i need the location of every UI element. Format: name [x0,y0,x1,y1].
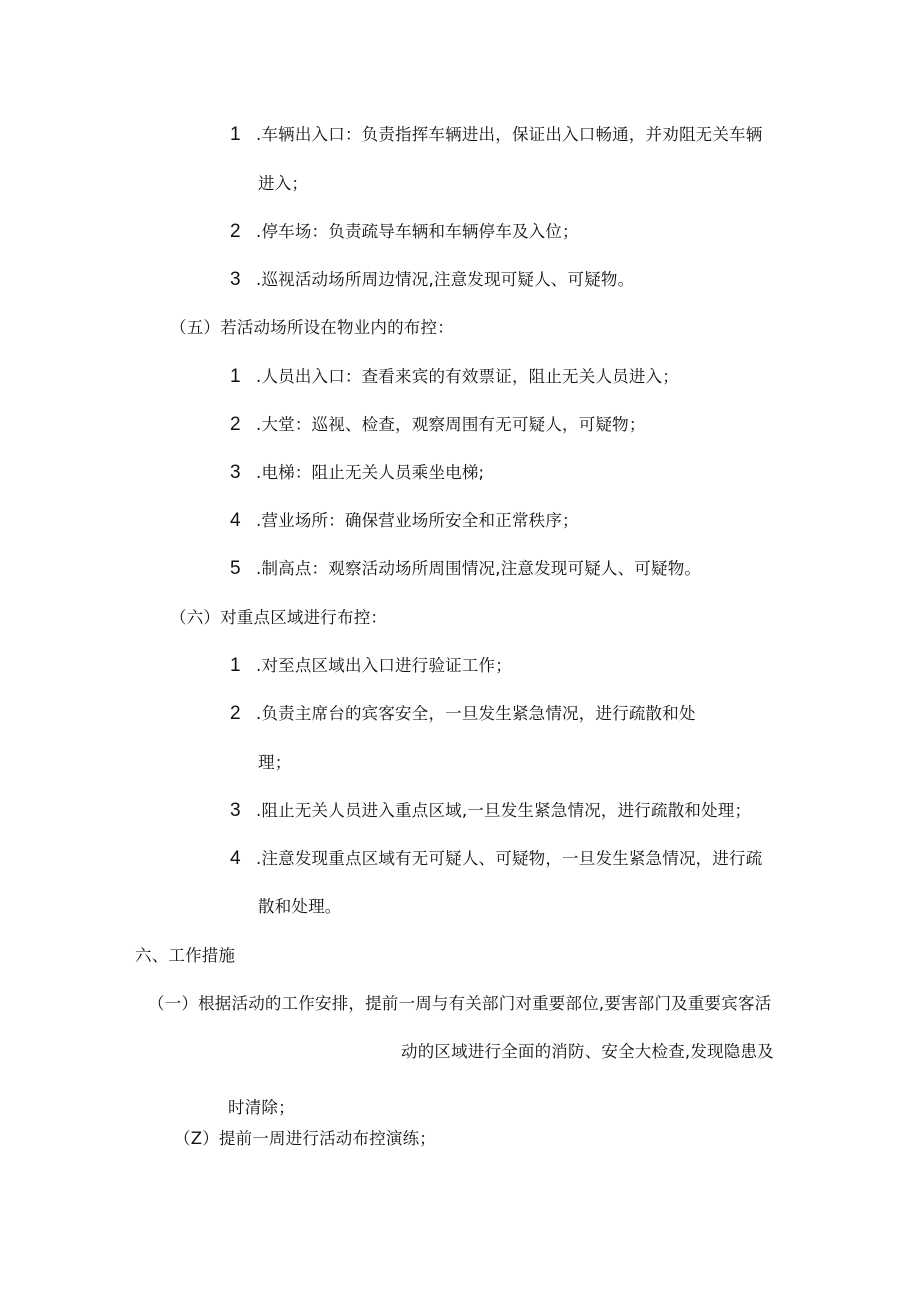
paragraph-line: 时清除； [228,1098,295,1117]
item-text: .营业场所：确保营业场所安全和正常秩序； [256,511,579,530]
item-number: 1 [230,124,241,145]
list-item-continuation: 进入； [258,174,309,193]
section-heading: （五）若活动场所设在物业内的布控： [170,318,454,337]
list-item [230,801,751,821]
item-text: .电梯：阻止无关人员乘坐电梯; [256,463,485,482]
list-item [230,704,696,724]
item-number: 4 [230,510,241,531]
paragraph-line: （Z）提前一周进行活动布控演练； [174,1129,437,1148]
section-heading: 六、工作措施 [135,946,236,965]
list-item [230,415,646,435]
list-item [230,656,512,676]
item-text: .巡视活动场所周边情况,注意发现可疑人、可疑物。 [256,270,635,289]
list-item [230,367,679,387]
item-number: 2 [230,703,241,724]
list-item [230,511,579,531]
item-number: 5 [230,558,241,579]
paragraph-line: 动的区域进行全面的消防、安全大检查,发现隐患及 [401,1042,774,1061]
item-number: 3 [230,462,241,483]
item-text: .人员出入口：查看来宾的有效票证，阻止无关人员进入； [256,367,679,386]
item-number: 4 [230,848,241,869]
item-number: 1 [230,655,241,676]
item-text: .制高点：观察活动场所周围情况,注意发现可疑人、可疑物。 [256,559,702,578]
item-text: .对至点区域出入口进行验证工作； [256,656,512,675]
item-text: .停车场：负责疏导车辆和车辆停车及入位； [256,222,579,241]
list-item [230,125,762,145]
item-text: .负责主席台的宾客安全，一旦发生紧急情况，进行疏散和处 [256,704,696,723]
item-text: .阻止无关人员进入重点区域,一旦发生紧急情况，进行疏散和处理； [256,801,752,820]
list-item [230,463,484,483]
list-item [230,222,579,242]
list-item [230,270,634,290]
item-number: 3 [230,800,241,821]
list-item [230,559,701,579]
item-text: .车辆出入口：负责指挥车辆进出，保证出入口畅通，并劝阻无关车辆 [256,125,763,144]
list-item-continuation: 理； [258,753,292,772]
item-number: 1 [230,366,241,387]
section-heading: （六）对重点区域进行布控： [170,608,388,627]
item-number: 3 [230,269,241,290]
item-number: 2 [230,414,241,435]
list-item-continuation: 散和处理。 [258,897,342,916]
paragraph-line: （一）根据活动的工作安排，提前一周与有关部门对重要部位,要害部门及重要宾客活 [148,994,772,1013]
list-item [230,849,762,869]
item-text: .大堂：巡视、检查，观察周围有无可疑人，可疑物； [256,415,646,434]
item-number: 2 [230,221,241,242]
item-text: .注意发现重点区域有无可疑人、可疑物，一旦发生紧急情况，进行疏 [256,849,763,868]
